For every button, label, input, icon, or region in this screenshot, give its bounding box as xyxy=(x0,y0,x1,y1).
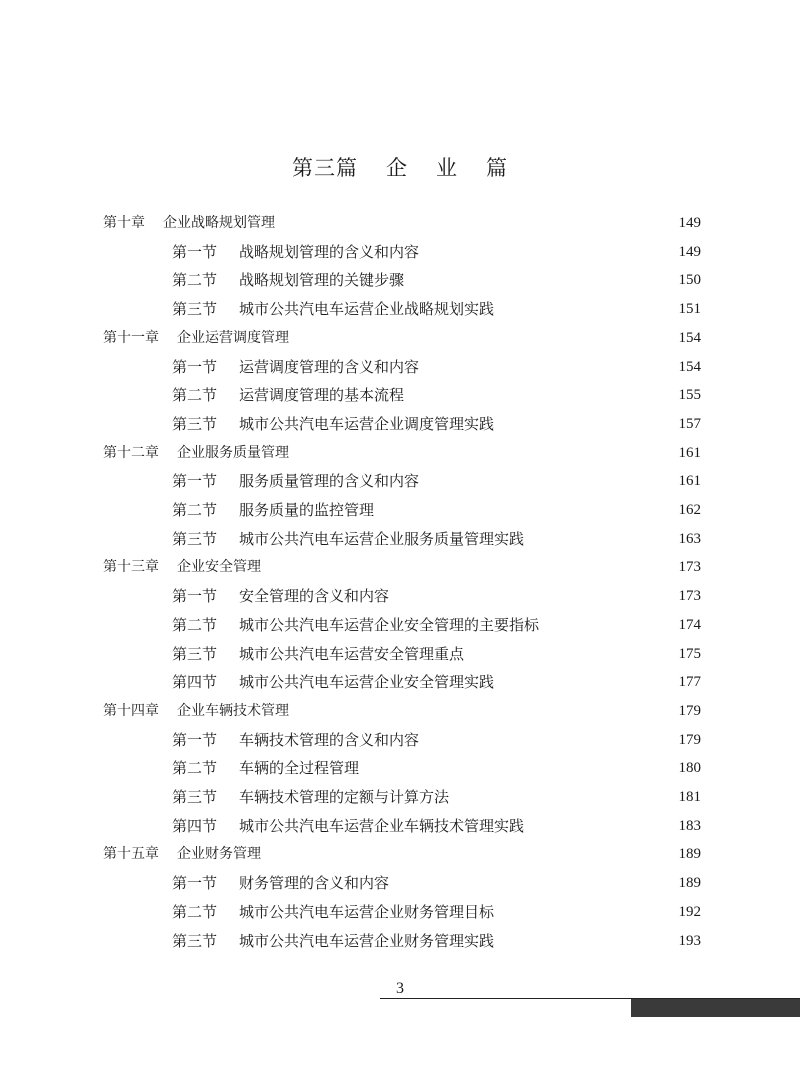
dot-leader xyxy=(452,786,674,814)
toc-entry-label xyxy=(103,324,289,352)
dot-leader xyxy=(497,671,674,699)
toc-entry-number: 第四节 xyxy=(172,816,218,835)
toc-section-entry[interactable] xyxy=(0,496,701,524)
toc-entry-number: 第三节 xyxy=(172,931,218,950)
toc-entry-label xyxy=(172,726,419,754)
toc-section-entry[interactable] xyxy=(0,525,701,553)
toc-entry-label xyxy=(172,525,524,553)
toc-entry-number: 第十章 xyxy=(103,215,145,231)
part-number: 第三篇 xyxy=(292,156,358,180)
toc-entry-label xyxy=(172,266,404,294)
toc-entry-number: 第十一章 xyxy=(103,329,159,346)
dot-leader xyxy=(527,528,674,556)
toc-entry-title: 服务质量的监控管理 xyxy=(239,501,375,519)
toc-entry-title: 城市公共汽电车运营企业财务管理目标 xyxy=(239,902,495,921)
toc-entry-number: 第四节 xyxy=(172,673,218,692)
toc-entry-label xyxy=(172,611,539,639)
toc-entry-number: 第二节 xyxy=(172,902,218,921)
part-title-char: 企 xyxy=(386,156,408,180)
toc-entry-label xyxy=(103,439,289,467)
toc-entry-number: 第一节 xyxy=(172,472,218,491)
toc-entry-label xyxy=(172,783,449,811)
toc-entry-title: 城市公共汽电车运营企业服务质量管理实践 xyxy=(239,529,525,548)
toc-entry-title: 战略规划管理的关键步骤 xyxy=(239,271,405,290)
toc-entry-label xyxy=(172,381,404,409)
toc-entry-label xyxy=(172,295,494,323)
toc-entry-number: 第二节 xyxy=(172,386,218,405)
toc-entry-number: 第三节 xyxy=(172,529,218,548)
toc-entry-label xyxy=(172,869,389,897)
toc-entry-title: 运营调度管理的基本流程 xyxy=(239,386,405,405)
part-title-char: 业 xyxy=(436,156,458,180)
toc-entry-page: 174 xyxy=(678,616,701,633)
toc-entry-page: 173 xyxy=(678,559,701,576)
toc-section-entry[interactable] xyxy=(0,754,701,782)
toc-entry-title: 城市公共汽电车运营企业车辆技术管理实践 xyxy=(239,816,525,835)
toc-entry-page: 149 xyxy=(678,215,701,231)
toc-entry-number: 第十三章 xyxy=(103,559,159,576)
toc-entry-number: 第二节 xyxy=(172,501,218,519)
toc-chapter-entry[interactable] xyxy=(0,324,701,352)
toc-entry-title: 企业安全管理 xyxy=(177,559,261,576)
toc-section-entry[interactable] xyxy=(0,611,701,639)
toc-entry-title: 战略规划管理的含义和内容 xyxy=(239,242,420,261)
dot-leader xyxy=(292,327,674,355)
toc-entry-number: 第三节 xyxy=(172,788,218,806)
dot-leader xyxy=(497,413,674,441)
toc-entry-page: 154 xyxy=(678,358,701,375)
toc-entry-number: 第二节 xyxy=(172,271,218,290)
toc-entry-page: 181 xyxy=(678,789,701,805)
toc-entry-number: 第十五章 xyxy=(103,846,159,863)
toc-entry-label xyxy=(103,209,275,237)
dot-leader xyxy=(292,700,674,728)
dot-leader xyxy=(527,815,674,843)
toc-entry-title: 运营调度管理的含义和内容 xyxy=(239,357,420,376)
toc-entry-title: 服务质量管理的含义和内容 xyxy=(239,472,420,491)
toc-entry-title: 企业服务质量管理 xyxy=(177,444,289,461)
toc-entry-title: 城市公共汽电车运营企业调度管理实践 xyxy=(239,414,495,433)
toc-section-entry[interactable] xyxy=(0,582,701,610)
toc-section-entry[interactable] xyxy=(0,640,701,668)
toc-entry-label xyxy=(172,812,524,840)
toc-entry-label xyxy=(172,467,419,495)
dot-leader xyxy=(422,729,674,757)
toc-entry-number: 第二节 xyxy=(172,759,218,778)
toc-entry-page: 161 xyxy=(678,444,701,461)
toc-section-entry[interactable] xyxy=(0,869,701,897)
toc-entry-title: 安全管理的含义和内容 xyxy=(239,587,390,606)
dot-leader xyxy=(278,212,674,240)
part-title-char: 篇 xyxy=(486,156,508,180)
toc-entry-page: 163 xyxy=(678,530,701,547)
toc-section-entry[interactable] xyxy=(0,812,701,840)
toc-entry-number: 第三节 xyxy=(172,644,218,663)
toc-entry-page: 189 xyxy=(678,875,701,892)
toc-entry-page: 150 xyxy=(678,272,701,289)
toc-entry-label xyxy=(172,898,494,926)
toc-entry-page: 173 xyxy=(678,588,701,605)
dot-leader xyxy=(264,843,674,871)
toc-section-entry[interactable] xyxy=(0,295,701,323)
toc-section-entry[interactable] xyxy=(0,726,701,754)
toc-entry-label xyxy=(172,238,419,266)
dot-leader xyxy=(292,442,674,470)
toc-entry-number: 第一节 xyxy=(172,730,218,749)
dot-leader xyxy=(264,556,674,584)
toc-entry-page: 175 xyxy=(678,645,701,662)
toc-entry-number: 第一节 xyxy=(172,242,218,261)
toc-entry-number: 第三节 xyxy=(172,414,218,433)
dot-leader xyxy=(422,356,674,384)
toc-entry-page: 162 xyxy=(678,502,701,518)
dot-leader xyxy=(497,901,674,929)
toc-entry-title: 城市公共汽电车运营企业战略规划实践 xyxy=(239,300,495,319)
toc-entry-label xyxy=(172,640,464,668)
toc-entry-title: 城市公共汽电车运营企业安全管理实践 xyxy=(239,673,495,692)
dot-leader xyxy=(392,585,674,613)
toc-entry-number: 第三节 xyxy=(172,300,218,319)
toc-entry-title: 城市公共汽电车运营安全管理重点 xyxy=(239,644,465,663)
toc-chapter-entry[interactable] xyxy=(0,840,701,868)
toc-entry-page: 161 xyxy=(678,473,701,490)
dot-leader xyxy=(407,384,674,412)
toc-entry-title: 车辆的全过程管理 xyxy=(239,759,360,778)
toc-entry-title: 车辆技术管理的含义和内容 xyxy=(239,730,420,749)
dot-leader xyxy=(362,757,674,785)
toc-entry-label xyxy=(103,840,261,868)
toc-entry-label xyxy=(172,754,359,782)
toc-section-entry[interactable] xyxy=(0,898,701,926)
toc-entry-title: 财务管理的含义和内容 xyxy=(239,874,390,893)
toc-entry-label xyxy=(103,553,261,581)
toc-entry-page: 151 xyxy=(678,301,701,318)
toc-section-entry[interactable] xyxy=(0,238,701,266)
dot-leader xyxy=(542,614,674,642)
toc-entry-title: 城市公共汽电车运营企业安全管理的主要指标 xyxy=(239,615,540,634)
toc-entry-page: 183 xyxy=(678,817,701,834)
toc-entry-label xyxy=(172,496,374,524)
toc-section-entry[interactable] xyxy=(0,410,701,438)
toc-entry-label xyxy=(172,668,494,696)
toc-chapter-entry[interactable] xyxy=(0,209,701,237)
toc-entry-label xyxy=(172,927,494,955)
toc-entry-title: 车辆技术管理的定额与计算方法 xyxy=(239,788,450,806)
toc-entry-page: 179 xyxy=(678,731,701,748)
toc-entry-page: 192 xyxy=(678,903,701,920)
toc-entry-page: 155 xyxy=(678,387,701,404)
toc-entry-page: 180 xyxy=(678,760,701,777)
toc-entry-number: 第十四章 xyxy=(103,702,159,719)
toc-section-entry[interactable] xyxy=(0,353,701,381)
toc-entry-title: 企业财务管理 xyxy=(177,846,261,863)
dot-leader xyxy=(467,643,674,671)
toc-entry-title: 企业车辆技术管理 xyxy=(177,702,289,719)
page-number: 3 xyxy=(396,980,404,997)
toc-section-entry[interactable] xyxy=(0,783,701,811)
toc-entry-page: 189 xyxy=(678,846,701,863)
dot-leader xyxy=(377,499,674,527)
toc-entry-page: 177 xyxy=(678,674,701,691)
toc-entry-number: 第一节 xyxy=(172,587,218,606)
toc-section-entry[interactable] xyxy=(0,668,701,696)
toc-entry-number: 第一节 xyxy=(172,357,218,376)
toc-entry-page: 149 xyxy=(678,243,701,260)
dot-leader xyxy=(422,241,674,269)
toc-entry-page: 179 xyxy=(678,702,701,719)
toc-section-entry[interactable] xyxy=(0,266,701,294)
toc-entry-number: 第十二章 xyxy=(103,444,159,461)
toc-section-entry[interactable] xyxy=(0,927,701,955)
toc-entry-page: 193 xyxy=(678,932,701,949)
toc-section-entry[interactable] xyxy=(0,467,701,495)
dot-leader xyxy=(422,470,674,498)
toc-entry-number: 第一节 xyxy=(172,874,218,893)
toc-section-entry[interactable] xyxy=(0,381,701,409)
toc-entry-title: 企业战略规划管理 xyxy=(163,215,275,231)
dot-leader xyxy=(407,269,674,297)
footer-bar xyxy=(631,999,800,1017)
toc-entry-page: 157 xyxy=(678,415,701,432)
toc-entry-page: 154 xyxy=(678,329,701,346)
toc-entry-number: 第二节 xyxy=(172,615,218,634)
toc-chapter-entry[interactable] xyxy=(0,697,701,725)
toc-chapter-entry[interactable] xyxy=(0,439,701,467)
toc-entry-label xyxy=(103,697,289,725)
dot-leader xyxy=(392,872,674,900)
toc-entry-title: 企业运营调度管理 xyxy=(177,329,289,346)
dot-leader xyxy=(497,930,674,958)
toc-entry-title: 城市公共汽电车运营企业财务管理实践 xyxy=(239,931,495,950)
toc-entry-label xyxy=(172,353,419,381)
dot-leader xyxy=(497,298,674,326)
toc-chapter-entry[interactable] xyxy=(0,553,701,581)
toc-entry-label xyxy=(172,582,389,610)
toc-entry-label xyxy=(172,410,494,438)
